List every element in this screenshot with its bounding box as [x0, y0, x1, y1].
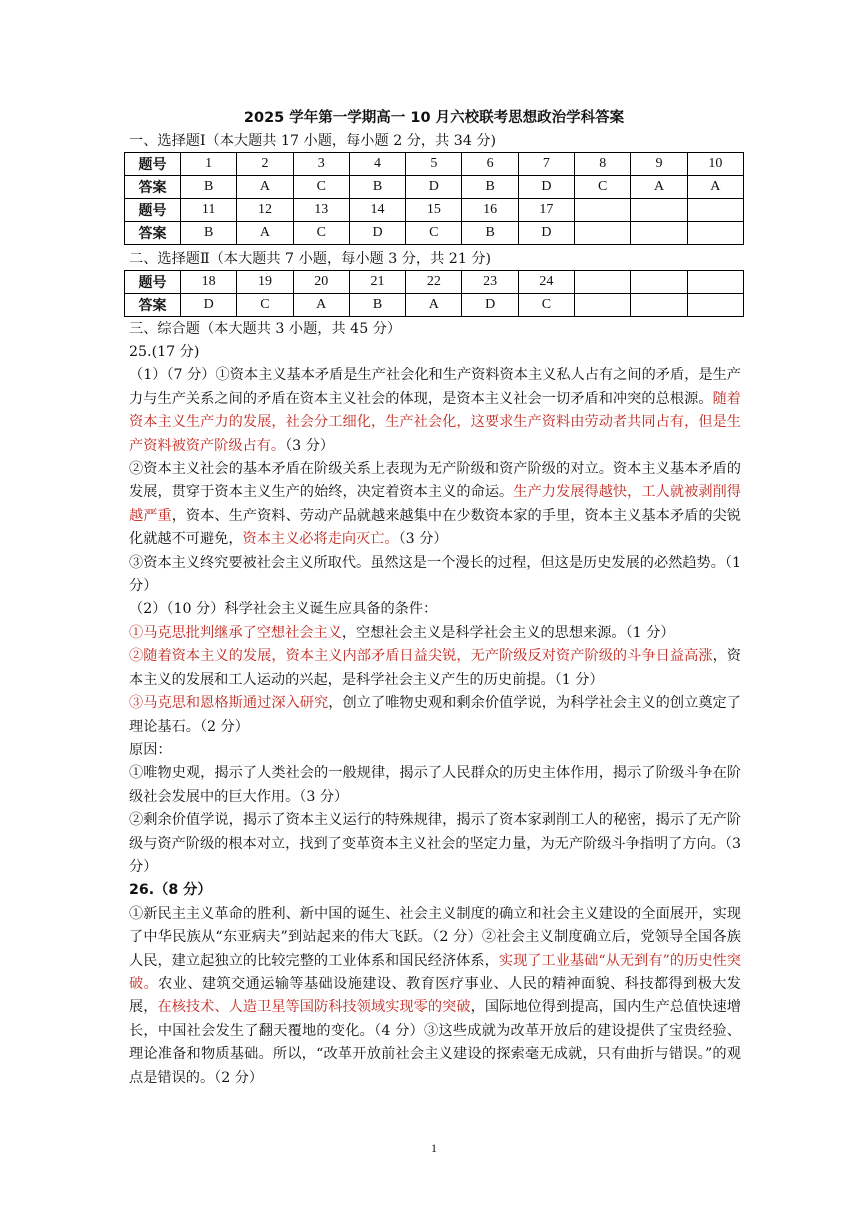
question-number: 10	[687, 153, 743, 176]
answer-cell: A	[237, 176, 293, 199]
table-row	[125, 294, 744, 317]
answer-cell: D	[518, 176, 574, 199]
question-number: 20	[293, 271, 349, 294]
answer-cell	[687, 294, 743, 317]
section1-heading: 一、选择题Ⅰ（本大题共 17 小题，每小题 2 分，共 34 分)	[129, 133, 497, 149]
question-number: 1	[181, 153, 237, 176]
answer-cell: B	[349, 176, 405, 199]
answer-cell: D	[462, 294, 518, 317]
answer-cell: A	[687, 176, 743, 199]
question-number: 19	[237, 271, 293, 294]
table-row	[125, 271, 744, 294]
table-row	[125, 199, 744, 222]
answer-cell: A	[237, 222, 293, 245]
answer-cell	[687, 222, 743, 245]
section3-heading: 三、综合题（本大题共 3 小题，共 45 分）	[129, 321, 402, 337]
question-number	[575, 199, 631, 222]
question-number: 18	[181, 271, 237, 294]
answer-cell: C	[518, 294, 574, 317]
answer-paragraph: ②资本主义社会的基本矛盾在阶级关系上表现为无产阶级和资产阶级的对立。资本主义基本矛盾的发展，贯穿于资本主义生产的始终，决定着资本主义的命运。生产力发展得越快，工人就被剥削得越严重，资本、生产资料、劳动产品就越来越集中在少数资本家的手里，资本主义基本矛盾的尖锐化就越不可避免，资本主义必将走向灭亡。（3 分）	[129, 461, 741, 548]
table-row	[125, 222, 744, 245]
question-number	[687, 199, 743, 222]
question-number	[631, 199, 687, 222]
row-label-question: 题号	[125, 199, 181, 222]
question-number	[575, 271, 631, 294]
answer-cell: D	[181, 294, 237, 317]
answer-cell: C	[293, 222, 349, 245]
question-number: 13	[293, 199, 349, 222]
row-label-question: 题号	[125, 153, 181, 176]
section3-body	[129, 341, 741, 1090]
question-25-heading: 25.(17 分)	[129, 344, 200, 360]
question-number: 14	[349, 199, 405, 222]
highlight-text: 随着资本主义生产力的发展，社会分工细化，生产社会化，这要求生产资料由劳动者共同占有，但是生产资料被资产阶级占有。	[129, 390, 741, 454]
question-number: 2	[237, 153, 293, 176]
answer-cell: C	[237, 294, 293, 317]
question-26-heading: 26.（8 分）	[129, 882, 212, 899]
answer-cell: B	[349, 294, 405, 317]
question-number: 22	[406, 271, 462, 294]
table-row	[125, 176, 744, 199]
highlight-text: 生产力发展得越快，工人就被剥削得越严重	[129, 484, 741, 524]
question-number	[631, 271, 687, 294]
question-number: 16	[462, 199, 518, 222]
highlight-text: ③马克思和恩格斯通过深入研究	[129, 695, 329, 712]
question-number: 17	[518, 199, 574, 222]
question-number: 3	[293, 153, 349, 176]
answer-cell: A	[631, 176, 687, 199]
answer-paragraph: ③马克思和恩格斯通过深入研究，创立了唯物史观和剩余价值学说，为科学社会主义的创立奠定了理论基石。（2 分）	[129, 695, 741, 735]
answer-paragraph: ③资本主义终究要被社会主义所取代。虽然这是一个漫长的过程，但这是历史发展的必然趋势。（1 分）	[129, 554, 741, 595]
question-number: 4	[349, 153, 405, 176]
answer-paragraph: ②随着资本主义的发展，资本主义内部矛盾日益尖锐，无产阶级反对资产阶级的斗争日益高涨，资本主义的发展和工人运动的兴起，是科学社会主义产生的历史前提。（1 分）	[129, 648, 741, 688]
question-number: 12	[237, 199, 293, 222]
answer-cell	[631, 222, 687, 245]
page-number: 1	[431, 1141, 437, 1155]
answer-cell: C	[293, 176, 349, 199]
question-number	[687, 271, 743, 294]
answer-cell: B	[181, 222, 237, 245]
answer-cell	[575, 294, 631, 317]
question-number: 9	[631, 153, 687, 176]
question-number: 21	[349, 271, 405, 294]
answer-paragraph: 原因：	[129, 741, 172, 758]
answer-cell: A	[406, 294, 462, 317]
answer-cell: C	[406, 222, 462, 245]
answer-cell: C	[575, 176, 631, 199]
question-number: 24	[518, 271, 574, 294]
question-number: 23	[462, 271, 518, 294]
answer-cell: B	[181, 176, 237, 199]
question-number: 8	[575, 153, 631, 176]
section2-answer-table	[124, 270, 744, 317]
answer-cell: D	[406, 176, 462, 199]
highlight-text: 资本主义必将走向灭亡。	[242, 531, 399, 548]
question-number: 7	[518, 153, 574, 176]
highlight-text: 在核技术、人造卫星等国防科技领域实现零的突破	[157, 999, 471, 1016]
row-label-question: 题号	[125, 271, 181, 294]
answer-cell: D	[349, 222, 405, 245]
answer-paragraph: （1）（7 分）①资本主义基本矛盾是生产社会化和生产资料资本主义私人占有之间的矛盾，是生产力与生产关系之间的矛盾在资本主义社会的体现，是资本主义社会一切矛盾和冲突的总根源。随着资本主义生产力的发展，社会分工细化，生产社会化，这要求生产资料由劳动者共同占有，但是生产资料被资产阶级占有。（3 分）	[129, 367, 741, 454]
answer-cell: B	[462, 176, 518, 199]
answer-cell: D	[518, 222, 574, 245]
answer-paragraph: ①唯物史观，揭示了人类社会的一般规律，揭示了人民群众的历史主体作用，揭示了阶级斗争在阶级社会发展中的巨大作用。（3 分）	[129, 765, 741, 805]
question-number: 5	[406, 153, 462, 176]
answer-paragraph: （2）（10 分）科学社会主义诞生应具备的条件：	[129, 601, 438, 618]
highlight-text: ①马克思批判继承了空想社会主义	[129, 624, 342, 641]
answer-paragraph: ①新民主主义革命的胜利、新中国的诞生、社会主义制度的确立和社会主义建设的全面展开，实现了中华民族从“东亚病夫”到站起来的伟大飞跃。（2 分）②社会主义制度确立后，党领导全国各族人民，建立起独立的比较完整的工业体系和国民经济体系，实现了工业基础“从无到有”的历史性突破。农业、建筑交通运输等基础设施建设、教育医疗事业、人民的精神面貌、科技都得到极大发展，在核技术、人造卫星等国防科技领域实现零的突破，国际地位得到提高，国内生产总值快速增长，中国社会发生了翻天覆地的变化。（4 分）③这些成就为改革开放后的建设提供了宝贵经验、理论准备和物质基础。所以，“改革开放前社会主义建设的探索毫无成就，只有曲折与错误。”的观点是错误的。（2 分）	[129, 905, 741, 1086]
page-title: 2025 学年第一学期高一 10 月六校联考思想政治学科答案	[243, 110, 625, 126]
highlight-text: ②随着资本主义的发展，资本主义内部矛盾日益尖锐，无产阶级反对资产阶级的斗争日益高涨	[129, 648, 713, 665]
answer-cell: B	[462, 222, 518, 245]
table-row	[125, 153, 744, 176]
row-label-answer: 答案	[125, 176, 181, 199]
row-label-answer: 答案	[125, 294, 181, 317]
answer-cell	[631, 294, 687, 317]
answer-cell: A	[293, 294, 349, 317]
section2-heading: 二、选择题Ⅱ（本大题共 7 小题，每小题 3 分，共 21 分)	[129, 251, 492, 267]
question-number: 6	[462, 153, 518, 176]
answer-paragraph: ②剩余价值学说，揭示了资本主义运行的特殊规律，揭示了资本家剥削工人的秘密，揭示了无产阶级与资产阶级的根本对立，找到了变革资本主义社会的坚定力量，为无产阶级斗争指明了方向。（3 分）	[129, 812, 741, 875]
answer-paragraph: ①马克思批判继承了空想社会主义，空想社会主义是科学社会主义的思想来源。（1 分）	[129, 624, 675, 641]
answer-cell	[575, 222, 631, 245]
question-number: 15	[406, 199, 462, 222]
highlight-text: 实现了工业基础“从无到有”的历史性突破。	[129, 952, 741, 992]
row-label-answer: 答案	[125, 222, 181, 245]
question-number: 11	[181, 199, 237, 222]
section1-answer-table	[124, 152, 744, 245]
